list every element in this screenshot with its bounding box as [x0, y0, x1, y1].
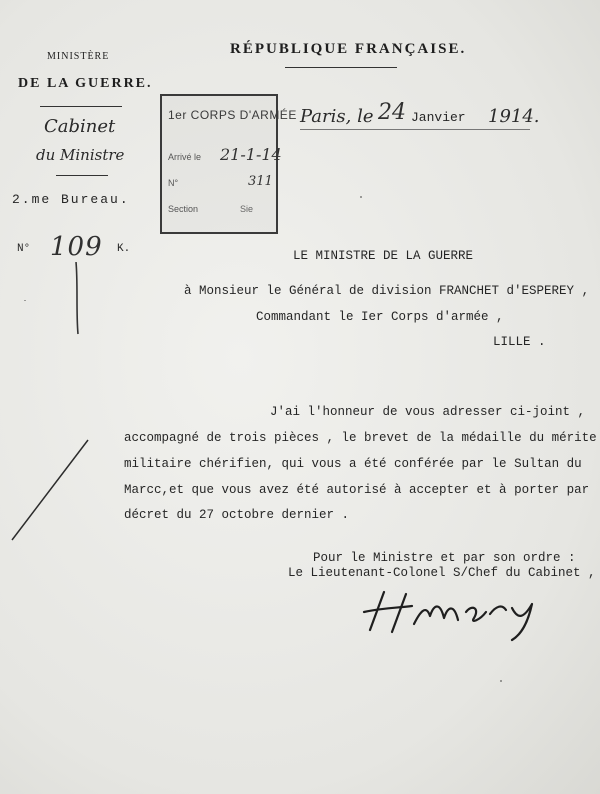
letterhead-rule — [40, 106, 122, 107]
closing-line-2: Le Lieutenant-Colonel S/Chef du Cabinet , — [288, 566, 596, 580]
republic-rule — [285, 67, 397, 68]
stamp-arrival-label: Arrivé le — [168, 152, 202, 162]
stamp-number-value: 311 — [248, 174, 273, 189]
ink-speck — [500, 680, 502, 682]
body-line-2: accompagné de trois pièces , le brevet de la médaille du mérite — [124, 431, 597, 445]
bureau-label: 2.me Bureau. — [12, 192, 130, 207]
ink-speck — [24, 300, 26, 301]
body-line-1: J'ai l'honneur de vous adresser ci-joint , — [270, 405, 586, 419]
closing-line-1: Pour le Ministre et par son ordre : — [313, 551, 576, 565]
body-line-3: militaire chérifien, qui vous a été conférée par le Sultan du — [124, 457, 582, 471]
office-cabinet: Cabinet — [44, 116, 116, 137]
dateline-day: 24 — [378, 100, 406, 125]
reference-number: 109 — [50, 232, 103, 262]
reference-number-prefix: N° — [17, 243, 31, 255]
stamp-number-label: N° — [168, 178, 179, 188]
sender-line: LE MINISTRE DE LA GUERRE — [293, 249, 474, 263]
margin-diagonal-stroke — [8, 436, 92, 546]
dateline-place: Paris, le — [300, 106, 374, 127]
dateline-underline — [300, 129, 530, 130]
stamp-section-value: Sie — [240, 204, 254, 214]
republic-header: RÉPUBLIQUE FRANÇAISE. — [230, 41, 467, 57]
ministry-name: DE LA GUERRE. — [18, 76, 153, 91]
recipient-line-2: Commandant le Ier Corps d'armée , — [256, 310, 504, 324]
recipient-line-3: LILLE . — [493, 335, 546, 349]
recipient-line-1: à Monsieur le Général de division FRANCHET d'ESPEREY , — [184, 284, 590, 298]
stamp-arrival-value: 21-1-14 — [220, 145, 282, 164]
dateline-month: Janvier — [411, 110, 466, 125]
reception-stamp — [160, 94, 297, 234]
ink-speck — [360, 196, 362, 198]
office-rule — [56, 175, 108, 176]
dateline-year: 1914. — [488, 106, 540, 127]
office-du-ministre: du Ministre — [36, 146, 125, 164]
ministry-top-label: MINISTÈRE — [47, 51, 110, 62]
stamp-title: 1er CORPS D'ARMÉE — [168, 108, 297, 122]
reference-underline-stroke — [60, 262, 90, 342]
reference-number-suffix: K. — [117, 243, 131, 255]
body-line-4: Marcc,et que vous avez été autorisé à accepter et à porter par — [124, 483, 590, 497]
stamp-section-label: Section — [168, 204, 199, 214]
signature — [362, 582, 562, 642]
body-line-5: décret du 27 octobre dernier . — [124, 508, 350, 522]
